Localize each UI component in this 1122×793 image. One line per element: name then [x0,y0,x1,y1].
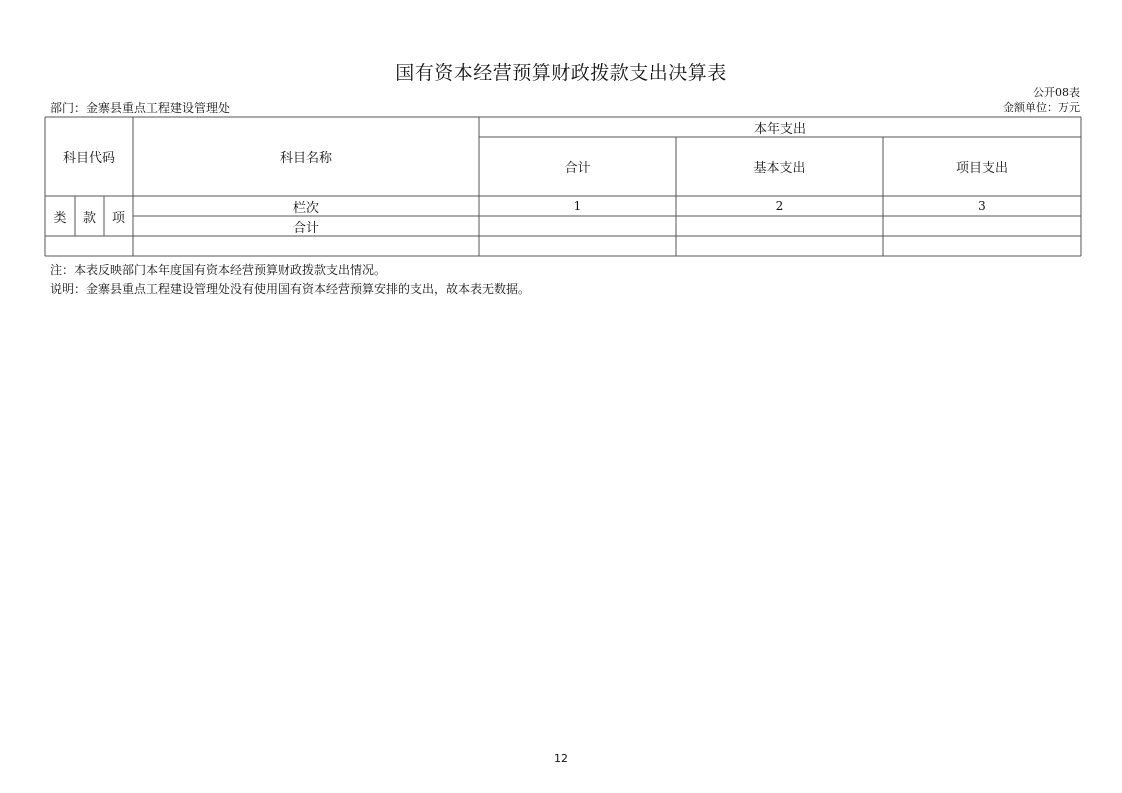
column-index-1: 1 [573,199,582,213]
total-row-label: 合计 [292,220,319,236]
header-subject-code: 科目代码 [62,151,115,166]
header-subject-name: 科目名称 [279,151,332,166]
header-total: 合计 [564,161,591,176]
form-number: 公开08表 [1033,86,1080,99]
table-note: 注：本表反映部门本年度国有资本经营预算财政拨款支出情况。 [50,263,387,277]
department-label: 部门：金寨县重点工程建设管理处 [50,101,231,115]
column-index-2: 2 [775,199,784,213]
column-index-label: 栏次 [292,200,319,216]
header-project-expenditure: 项目支出 [955,161,1008,176]
header-kuan: 款 [82,210,96,226]
column-index-3: 3 [978,199,986,213]
page-title: 国有资本经营预算财政拨款支出决算表 [395,62,727,84]
header-lei: 类 [53,210,67,226]
amount-unit-label: 金额单位：万元 [1003,101,1080,114]
header-xiang: 项 [111,210,125,226]
page-number: 12 [554,752,568,765]
header-current-year-expenditure: 本年支出 [753,121,806,137]
table-explanation: 说明：金寨县重点工程建设管理处没有使用国有资本经营预算安排的支出，故本表无数据。 [50,282,531,296]
header-basic-expenditure: 基本支出 [753,161,806,176]
